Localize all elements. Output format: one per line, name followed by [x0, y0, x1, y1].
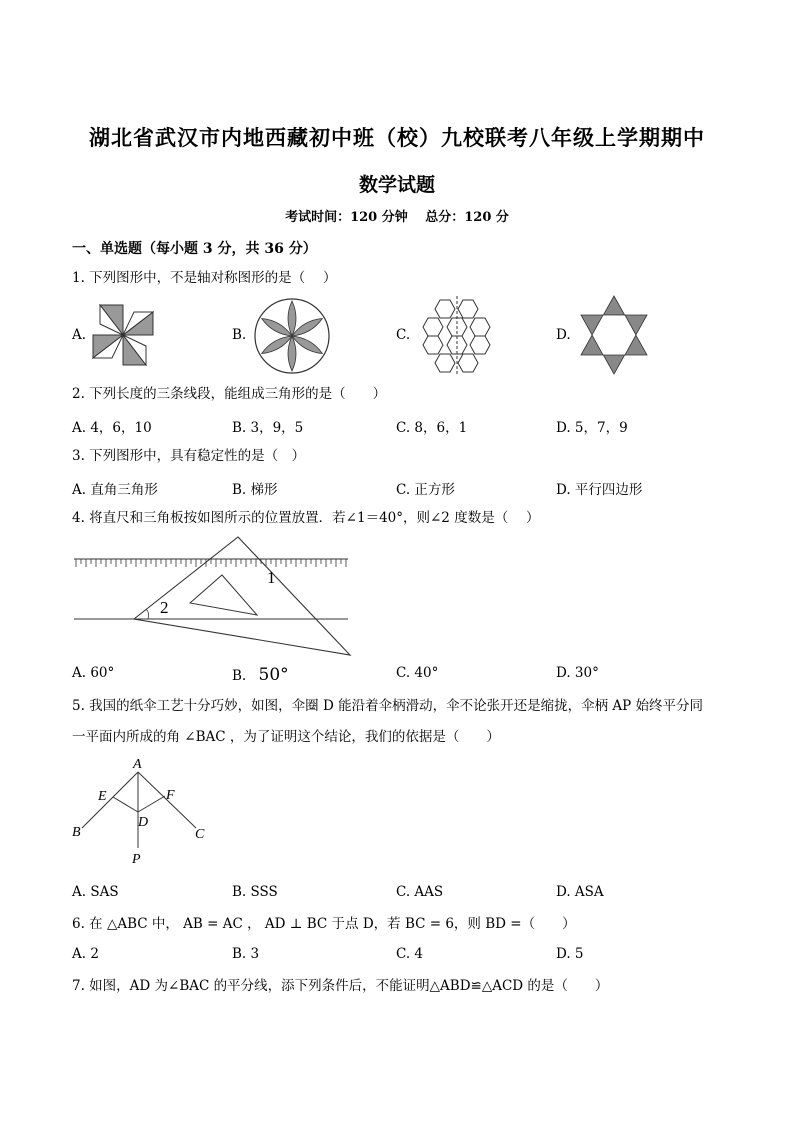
- q2-option-d: D. 5，7，9: [556, 420, 628, 436]
- question-5-stem-line2: 一平面内所成的角 ∠BAC ，为了证明这个结论，我们的依据是（ ）: [72, 729, 500, 745]
- q1-option-a: A.: [72, 327, 87, 343]
- point-a-label: A: [133, 757, 142, 772]
- q5-option-a: A. SAS: [72, 884, 119, 900]
- question-5-stem-line1: 5. 我国的纸伞工艺十分巧妙，如图，伞圈 D 能沿着伞柄滑动，伞不论张开还是缩拢，伞柄 AP 始终平分同: [72, 698, 703, 714]
- angle-1-label: 1: [267, 568, 276, 587]
- point-d-label: D: [138, 815, 149, 830]
- question-6-stem: 6. 在 △ABC 中， AB = AC ， AD ⊥ BC 于点 D，若 BC = 6，则 BD =（ ）: [72, 916, 576, 932]
- q3-option-d: D. 平行四边形: [556, 482, 643, 498]
- q5-option-b: B. SSS: [232, 884, 278, 900]
- q5-option-d: D. ASA: [556, 884, 604, 900]
- q4-option-b-value: 50°: [258, 665, 289, 685]
- q1-option-b: B.: [232, 327, 247, 343]
- hexagons-figure: [416, 296, 498, 376]
- q4-option-a: A. 60°: [72, 665, 115, 681]
- point-c-label: C: [195, 827, 205, 842]
- question-1-stem: 1. 下列图形中，不是轴对称图形的是（ ）: [72, 270, 337, 286]
- question-2-stem: 2. 下列长度的三条线段，能组成三角形的是（ ）: [72, 386, 387, 402]
- q3-option-c: C. 正方形: [396, 482, 455, 498]
- page-title: 湖北省武汉市内地西藏初中班（校）九校联考八年级上学期期中: [89, 125, 705, 150]
- hexagram-figure: [578, 294, 650, 376]
- q6-option-b: B. 3: [232, 946, 260, 962]
- q4-option-b: [232, 665, 289, 685]
- point-p-label: P: [132, 852, 141, 867]
- angle-2-label: 2: [160, 598, 169, 617]
- q3-option-a: A. 直角三角形: [72, 482, 158, 498]
- flower-circle-figure: [253, 297, 331, 375]
- umbrella-figure: [68, 756, 218, 868]
- question-7-stem: 7. 如图，AD 为∠BAC 的平分线，添下列条件后，不能证明△ABD≌△ACD 的是（ ）: [72, 978, 609, 994]
- q2-option-c: C. 8，6，1: [396, 420, 468, 436]
- q4-option-b-letter: B.: [232, 668, 247, 684]
- ruler-triangle-figure: [72, 533, 354, 659]
- q2-option-b: B. 3，9，5: [232, 420, 304, 436]
- q2-option-a: A. 4，6，10: [72, 420, 152, 436]
- q6-option-c: C. 4: [396, 946, 424, 962]
- q4-option-c: C. 40°: [396, 665, 439, 681]
- exam-info: 考试时间：120 分钟 总分：120 分: [285, 210, 509, 225]
- q5-option-c: C. AAS: [396, 884, 444, 900]
- section-heading: 一、单选题（每小题 3 分，共 36 分）: [72, 241, 317, 257]
- page-subtitle: 数学试题: [358, 174, 435, 196]
- point-e-label: E: [98, 789, 107, 804]
- q6-option-d: D. 5: [556, 946, 584, 962]
- pinwheel-figure: [92, 304, 154, 366]
- q3-option-b: B. 梯形: [232, 482, 278, 498]
- question-3-stem: 3. 下列图形中，具有稳定性的是（ ）: [72, 448, 306, 464]
- q1-option-d: D.: [556, 327, 571, 343]
- q4-option-d: D. 30°: [556, 665, 599, 681]
- question-4-stem: 4. 将直尺和三角板按如图所示的位置放置．若∠1＝40°，则∠2 度数是（ ）: [72, 510, 540, 526]
- q1-option-c: C.: [396, 327, 411, 343]
- q6-option-a: A. 2: [72, 946, 99, 962]
- point-f-label: F: [166, 788, 175, 803]
- point-b-label: B: [72, 825, 81, 840]
